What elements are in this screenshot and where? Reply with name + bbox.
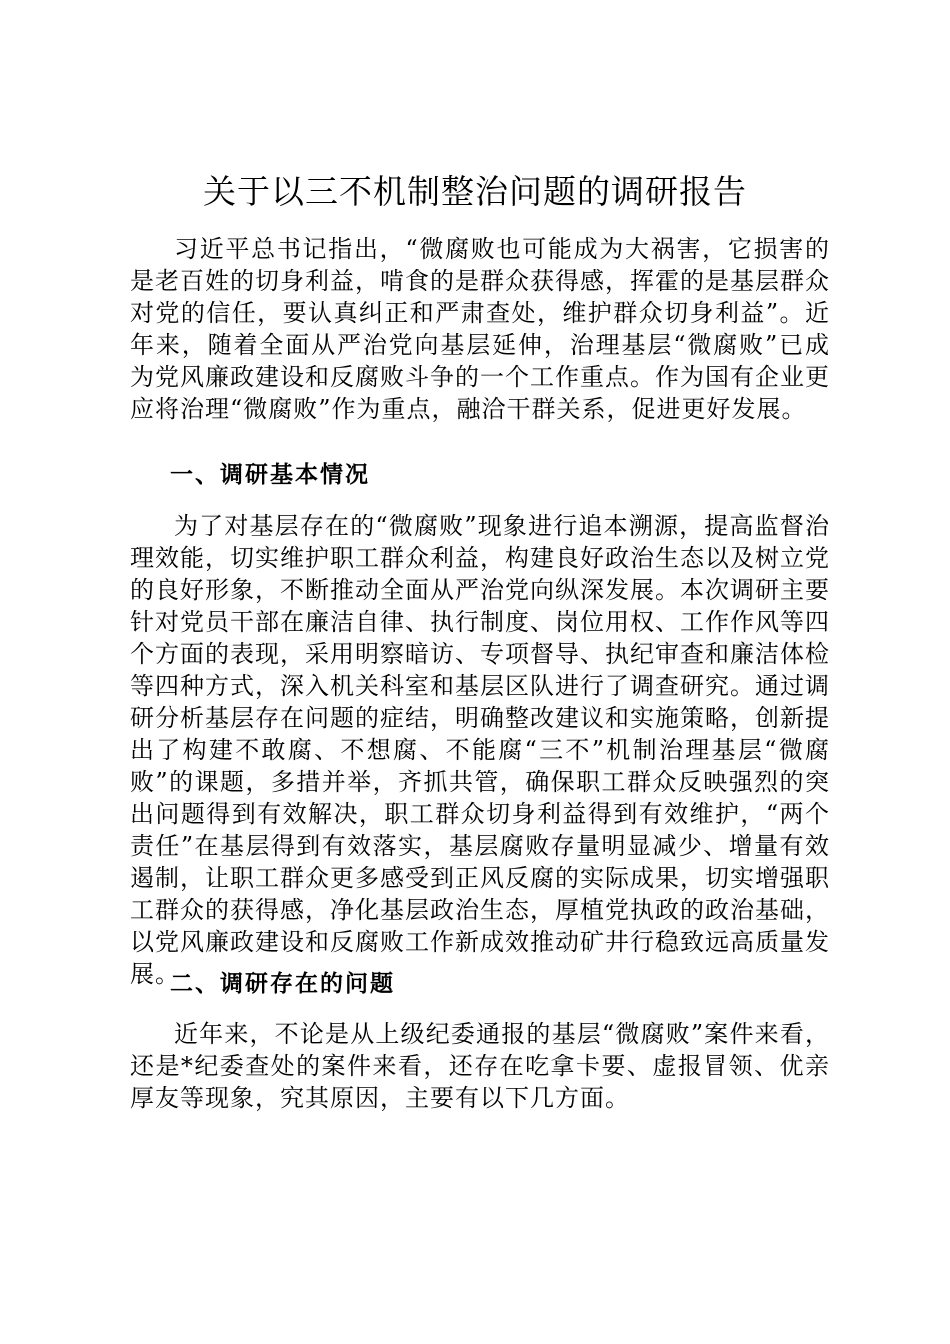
document-title: 关于以三不机制整治问题的调研报告 <box>203 172 747 211</box>
section-heading-existing-problems: 二、调研存在的问题 <box>170 971 395 997</box>
section-heading-basic-situation: 一、调研基本情况 <box>170 462 370 488</box>
section-paragraph-basic-situation: 为了对基层存在的“微腐败”现象进行追本溯源，提高监督治理效能，切实维护职工群众利益，构建良好政治生态以及树立党的良好形象，不断推动全面从严治党向纵深发展。本次调研主要针对党员干部在廉洁自律、执行制度、岗位用权、工作作风等四个方面的表现，采用明察暗访、专项督导、执纪审查和廉洁体检等四种方式，深入机关科室和基层区队进行了调查研究。通过调研分析基层存在问题的症结，明确整改建议和实施策略，创新提出了构建不敢腐、不想腐、不能腐“三不”机制治理基层“微腐败”的课题，多措并举，齐抓共管，确保职工群众反映强烈的突出问题得到有效解决，职工群众切身利益得到有效维护，“两个责任”在基层得到有效落实，基层腐败存量明显减少、增量有效遏制，让职工群众更多感受到正风反腐的实际成果，切实增强职工群众的获得感，净化基层政治生态，厚植党执政的政治基础，以党风廉政建设和反腐败工作新成效推动矿井行稳致远高质量发展。 <box>130 512 830 988</box>
section-paragraph-existing-problems: 近年来，不论是从上级纪委通报的基层“微腐败”案件来看，还是*纪委查处的案件来看，还存在吃拿卡要、虚报冒领、优亲厚友等现象，究其原因，主要有以下几方面。 <box>130 1020 830 1112</box>
intro-paragraph: 习近平总书记指出，“微腐败也可能成为大祸害，它损害的是老百姓的切身利益，啃食的是群众获得感，挥霍的是基层群众对党的信任，要认真纠正和严肃查处，维护群众切身利益”。近年来，随着全面从严治党向基层延伸，治理基层“微腐败”已成为党风廉政建设和反腐败斗争的一个工作重点。作为国有企业更应将治理“微腐败”作为重点，融洽干群关系，促进更好发展。 <box>130 235 830 423</box>
